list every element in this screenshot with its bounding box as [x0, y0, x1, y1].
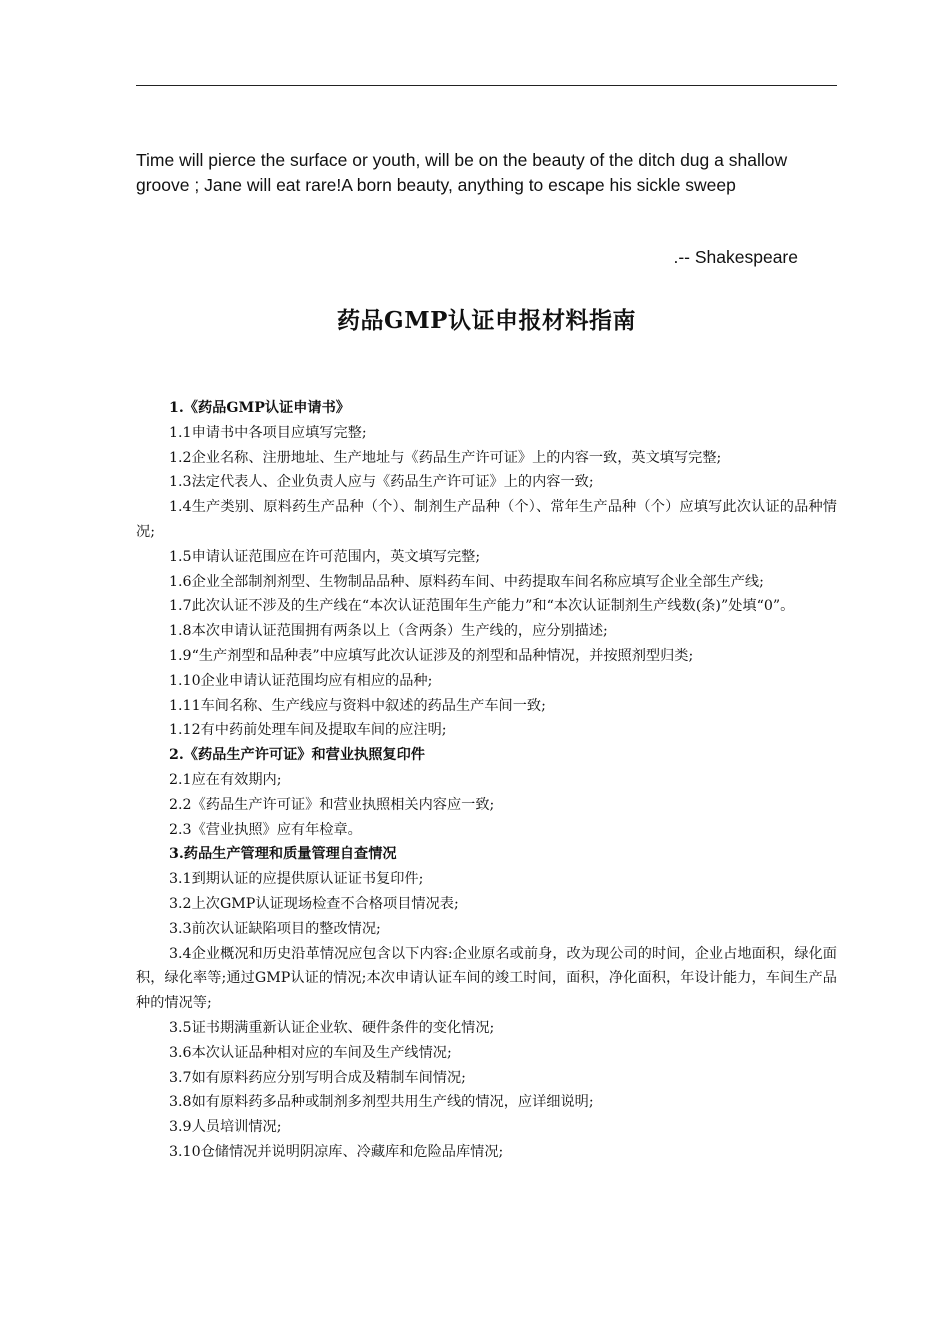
paragraph: 1.12有中药前处理车间及提取车间的应注明;	[169, 722, 447, 739]
paragraph: 3.6本次认证品种相对应的车间及生产线情况;	[169, 1044, 452, 1061]
section-heading: 2.《药品生产许可证》和营业执照复印件	[169, 747, 425, 764]
quote-text: Time will pierce the surface or youth, will be on the beauty of the ditch dug a shallow groove ; Jane will eat rare!A born beauty, anything to escape his sickle sweep	[136, 150, 788, 195]
paragraph: 3.9人员培训情况;	[169, 1119, 282, 1136]
section-heading: 1.《药品GMP认证申请书》	[169, 400, 350, 416]
paragraph: 1.8本次申请认证范围拥有两条以上（含两条）生产线的，应分别描述;	[169, 623, 608, 640]
paragraph: 3.5证书期满重新认证企业软、硬件条件的变化情况;	[169, 1019, 495, 1036]
paragraph: 1.1申请书中各项目应填写完整;	[169, 424, 367, 441]
paragraph: 1.9“生产剂型和品种表”中应填写此次认证涉及的剂型和品种情况，并按照剂型归类;	[169, 647, 694, 664]
paragraph: 2.1应在有效期内;	[169, 771, 282, 788]
paragraph: 1.3法定代表人、企业负责人应与《药品生产许可证》上的内容一致;	[169, 474, 594, 491]
paragraph: 3.2上次GMP认证现场检查不合格项目情况表;	[169, 895, 459, 912]
document-body	[136, 396, 837, 1165]
paragraph: 1.11车间名称、生产线应与资料中叙述的药品生产车间一致;	[169, 697, 546, 714]
paragraph: 3.8如有原料药多品种或制剂多剂型共用生产线的情况，应详细说明;	[169, 1094, 594, 1111]
paragraph: 3.7如有原料药应分别写明合成及精制车间情况;	[169, 1069, 466, 1086]
paragraph: 1.6企业全部制剂剂型、生物制品品种、原料药车间、中药提取车间名称应填写企业全部生产线;	[169, 573, 764, 590]
paragraph: 1.7此次认证不涉及的生产线在“本次认证范围年生产能力”和“本次认证制剂生产线数(条)”处填“0”。	[169, 598, 795, 615]
paragraph: 3.3前次认证缺陷项目的整改情况;	[169, 920, 381, 937]
paragraph: 2.3《营业执照》应有年检章。	[169, 821, 362, 838]
paragraph: 2.2《药品生产许可证》和营业执照相关内容应一致;	[169, 796, 495, 813]
section-heading: 3.药品生产管理和质量管理自查情况	[169, 846, 397, 863]
quote-attribution: .-- Shakespeare	[673, 247, 798, 267]
paragraph: 3.4企业概况和历史沿革情况应包含以下内容:企业原名或前身，改为现公司的时间，企业占地面积，绿化面积，绿化率等;通过GMP认证的情况;本次申请认证车间的竣工时间，面积，净化面积，年设计能力，车间生产品种的情况等;	[136, 945, 837, 1012]
header-rule	[136, 85, 837, 86]
paragraph: 1.5申请认证范围应在许可范围内，英文填写完整;	[169, 548, 481, 565]
paragraph: 1.10企业申请认证范围均应有相应的品种;	[169, 672, 433, 689]
paragraph: 1.4生产类别、原料药生产品种（个）、制剂生产品种（个）、常年生产品种（个）应填写此次认证的品种情况;	[136, 499, 837, 540]
document-title: 药品GMP认证申报材料指南	[337, 307, 636, 334]
paragraph: 3.10仓储情况并说明阴凉库、冷藏库和危险品库情况;	[169, 1143, 504, 1160]
paragraph: 3.1到期认证的应提供原认证证书复印件;	[169, 871, 424, 888]
paragraph: 1.2企业名称、注册地址、生产地址与《药品生产许可证》上的内容一致，英文填写完整;	[169, 449, 722, 466]
